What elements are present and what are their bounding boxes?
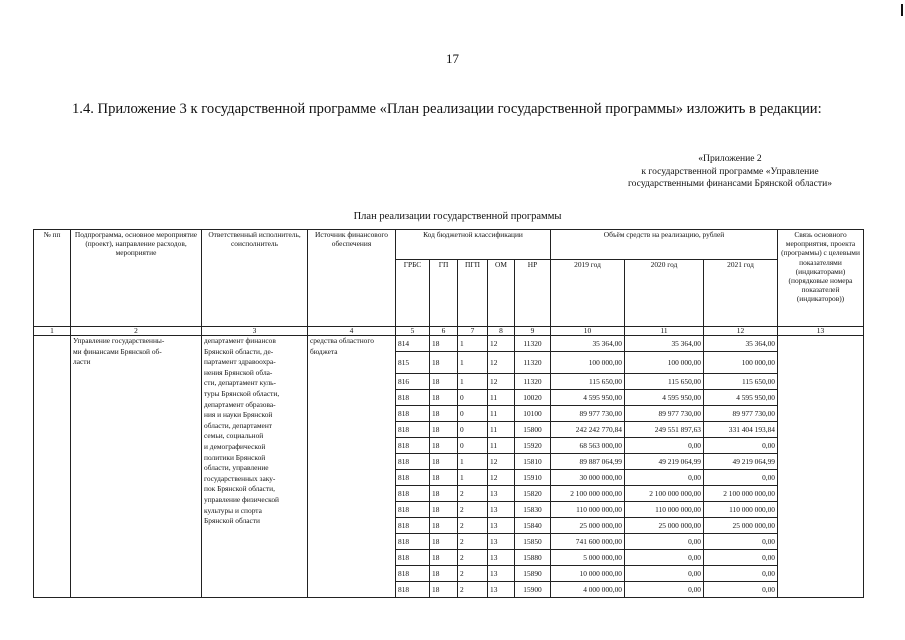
om-cell: 12 [488,470,515,486]
amount-2019-cell: 4 000 000,00 [551,582,625,598]
amount-2020-cell: 0,00 [625,438,704,454]
gp-cell: 18 [430,406,458,422]
subprogram-line: ми финансами Брянской об- [73,346,162,356]
executor-cell [202,336,308,598]
grbs-cell: 818 [396,502,430,518]
om-cell: 13 [488,486,515,502]
gp-cell: 18 [430,422,458,438]
amount-2021-cell: 49 219 064,99 [704,454,778,470]
amount-2020-cell: 49 219 064,99 [625,454,704,470]
grbs-cell: 818 [396,486,430,502]
appendix-note [590,153,870,191]
om-cell: 13 [488,566,515,582]
om-cell: 13 [488,502,515,518]
column-number: 13 [778,327,864,336]
executor-line: государственных заку- [204,473,276,483]
nr-cell: 11320 [515,374,551,390]
nr-cell: 15800 [515,422,551,438]
amount-2019-cell: 89 977 730,00 [551,406,625,422]
grbs-cell: 818 [396,390,430,406]
om-cell: 11 [488,438,515,454]
executor-line: семьи, социальной [204,431,264,441]
executor-line: области, департамент [204,420,273,430]
nr-cell: 10100 [515,406,551,422]
grbs-cell: 818 [396,470,430,486]
nr-cell: 10020 [515,390,551,406]
amount-2019-cell: 2 100 000 000,00 [551,486,625,502]
pgp-cell: 2 [458,518,488,534]
executor-line: и демографической [204,441,266,451]
grbs-cell: 818 [396,534,430,550]
column-number: 4 [308,327,396,336]
grbs-cell: 814 [396,336,430,352]
column-number: 8 [488,327,515,336]
subprogram-line: ласти [73,357,91,367]
om-cell: 13 [488,534,515,550]
amount-2019-cell: 741 600 000,00 [551,534,625,550]
gp-cell: 18 [430,352,458,374]
pgp-cell: 2 [458,582,488,598]
amount-2020-cell: 25 000 000,00 [625,518,704,534]
nr-cell: 15880 [515,550,551,566]
gp-cell: 18 [430,374,458,390]
column-number: 1 [34,327,71,336]
amount-2021-cell: 35 364,00 [704,336,778,352]
grbs-cell: 818 [396,582,430,598]
om-cell: 11 [488,390,515,406]
grbs-cell: 815 [396,352,430,374]
header-subprogram: Подпрограмма, основное мероприятие (проект), направление расходов, мероприятие [71,230,202,327]
executor-line: ния и науки Брянской [204,410,273,420]
amount-2021-cell: 4 595 950,00 [704,390,778,406]
amount-2021-cell: 0,00 [704,470,778,486]
amount-2021-cell: 100 000,00 [704,352,778,374]
om-cell: 12 [488,374,515,390]
source-cell [308,336,396,598]
table-title: План реализации государственной программы [353,211,562,222]
header-link: Связь основного мероприятия, проекта (программы) с целевыми показателями (индикаторами) (порядковые номера показателей (индикаторов)) [778,230,864,327]
grbs-cell: 818 [396,406,430,422]
nr-cell: 11320 [515,336,551,352]
column-number: 12 [704,327,778,336]
pgp-cell: 1 [458,374,488,390]
amount-2020-cell: 4 595 950,00 [625,390,704,406]
header-2021: 2021 год [704,260,778,327]
gp-cell: 18 [430,336,458,352]
pgp-cell: 1 [458,470,488,486]
pgp-cell: 1 [458,336,488,352]
amount-2020-cell: 0,00 [625,566,704,582]
source-line: средства областного [310,336,374,345]
source-line: бюджета [310,346,338,356]
pgp-cell: 1 [458,454,488,470]
pgp-cell: 0 [458,422,488,438]
pgp-cell: 0 [458,390,488,406]
executor-line: департамент образова- [204,399,276,409]
nr-cell: 15850 [515,534,551,550]
document-heading: 1.4. Приложение 3 к государственной программе «План реализации государственной программы» изложить в редакции: [72,101,822,117]
pgp-cell: 1 [458,352,488,374]
om-cell: 13 [488,550,515,566]
grbs-cell: 818 [396,566,430,582]
header-om: ОМ [488,260,515,327]
gp-cell: 18 [430,438,458,454]
column-number: 3 [202,327,308,336]
appendix-line: к государственной программе «Управление [641,165,819,177]
amount-2020-cell: 89 977 730,00 [625,406,704,422]
gp-cell: 18 [430,486,458,502]
executor-line: управление физической [204,494,279,504]
grbs-cell: 818 [396,438,430,454]
om-cell: 12 [488,352,515,374]
header-gp: ГП [430,260,458,327]
amount-2019-cell: 115 650,00 [551,374,625,390]
grbs-cell: 818 [396,518,430,534]
amount-2019-cell: 242 242 770,84 [551,422,625,438]
header-grbs: ГРБС [396,260,430,327]
grbs-cell: 818 [396,454,430,470]
nr-cell: 15900 [515,582,551,598]
pgp-cell: 0 [458,438,488,454]
header-pgp: ПГП [458,260,488,327]
amount-2019-cell: 30 000 000,00 [551,470,625,486]
pgp-cell: 2 [458,550,488,566]
column-number: 7 [458,327,488,336]
edge-mark [901,4,903,16]
header-executor: Ответственный исполнитель, соисполнитель [202,230,308,327]
header-source: Источник финансового обеспечения [308,230,396,327]
amount-2020-cell: 0,00 [625,470,704,486]
amount-2021-cell: 0,00 [704,566,778,582]
nr-cell: 15810 [515,454,551,470]
gp-cell: 18 [430,582,458,598]
amount-2019-cell: 68 563 000,00 [551,438,625,454]
subprogram-cell [71,336,202,598]
column-number: 5 [396,327,430,336]
gp-cell: 18 [430,502,458,518]
column-number: 2 [71,327,202,336]
gp-cell: 18 [430,566,458,582]
gp-cell: 18 [430,470,458,486]
column-number: 9 [515,327,551,336]
amount-2020-cell: 115 650,00 [625,374,704,390]
amount-2021-cell: 2 100 000 000,00 [704,486,778,502]
om-cell: 12 [488,336,515,352]
header-volume: Объём средств на реализацию, рублей [551,230,778,260]
grbs-cell: 818 [396,550,430,566]
executor-line: департамент финансов [204,336,276,345]
pgp-cell: 0 [458,406,488,422]
amount-2019-cell: 110 000 000,00 [551,502,625,518]
header-budget-code: Код бюджетной классификации [396,230,551,260]
grbs-cell: 816 [396,374,430,390]
appendix-line: «Приложение 2 [698,153,762,164]
amount-2020-cell: 0,00 [625,550,704,566]
amount-2021-cell: 0,00 [704,582,778,598]
header-2020: 2020 год [625,260,704,327]
om-cell: 13 [488,518,515,534]
gp-cell: 18 [430,390,458,406]
header-2019: 2019 год [551,260,625,327]
column-number: 11 [625,327,704,336]
nr-cell: 15820 [515,486,551,502]
executor-line: туры Брянской области, [204,388,280,398]
om-cell: 11 [488,406,515,422]
column-number: 6 [430,327,458,336]
nr-cell: 15910 [515,470,551,486]
indicator-link-cell [778,336,864,598]
executor-line: области, управление [204,463,269,473]
appendix-line: государственными финансами Брянской области» [627,178,833,189]
subprogram-line: Управление государственны- [73,336,165,345]
nr-cell: 15890 [515,566,551,582]
executor-line: политики Брянской [204,452,266,462]
amount-2019-cell: 25 000 000,00 [551,518,625,534]
column-number: 10 [551,327,625,336]
executor-line: сти, департамент куль- [204,378,277,388]
table-row [34,336,864,352]
amount-2019-cell: 100 000,00 [551,352,625,374]
amount-2020-cell: 0,00 [625,534,704,550]
header-num: № пп [34,230,71,327]
amount-2020-cell: 110 000 000,00 [625,502,704,518]
column-number-row [34,327,864,336]
executor-line: партамент здравоохра- [204,357,276,367]
amount-2020-cell: 0,00 [625,582,704,598]
page-number: 17 [446,51,459,66]
amount-2021-cell: 0,00 [704,438,778,454]
header-nr: НР [515,260,551,327]
amount-2020-cell: 35 364,00 [625,336,704,352]
amount-2021-cell: 89 977 730,00 [704,406,778,422]
gp-cell: 18 [430,454,458,470]
executor-line: Брянской области [204,516,260,526]
amount-2020-cell: 2 100 000 000,00 [625,486,704,502]
om-cell: 12 [488,454,515,470]
plan-table [33,229,864,598]
amount-2021-cell: 115 650,00 [704,374,778,390]
row-number-cell [34,336,71,598]
amount-2021-cell: 331 404 193,84 [704,422,778,438]
amount-2021-cell: 110 000 000,00 [704,502,778,518]
pgp-cell: 2 [458,486,488,502]
executor-line: Брянской области, де- [204,346,274,356]
pgp-cell: 2 [458,502,488,518]
amount-2019-cell: 5 000 000,00 [551,550,625,566]
om-cell: 13 [488,582,515,598]
nr-cell: 15830 [515,502,551,518]
executor-line: пок Брянской области, [204,484,275,494]
executor-line: культуры и спорта [204,505,262,515]
amount-2021-cell: 0,00 [704,550,778,566]
nr-cell: 15840 [515,518,551,534]
gp-cell: 18 [430,550,458,566]
pgp-cell: 2 [458,566,488,582]
amount-2021-cell: 0,00 [704,534,778,550]
grbs-cell: 818 [396,422,430,438]
nr-cell: 15920 [515,438,551,454]
amount-2019-cell: 89 887 064,99 [551,454,625,470]
amount-2020-cell: 249 551 897,63 [625,422,704,438]
amount-2019-cell: 4 595 950,00 [551,390,625,406]
gp-cell: 18 [430,518,458,534]
amount-2021-cell: 25 000 000,00 [704,518,778,534]
executor-line: нения Брянской обла- [204,367,273,377]
nr-cell: 11320 [515,352,551,374]
amount-2019-cell: 10 000 000,00 [551,566,625,582]
om-cell: 11 [488,422,515,438]
amount-2019-cell: 35 364,00 [551,336,625,352]
amount-2020-cell: 100 000,00 [625,352,704,374]
gp-cell: 18 [430,534,458,550]
pgp-cell: 2 [458,534,488,550]
